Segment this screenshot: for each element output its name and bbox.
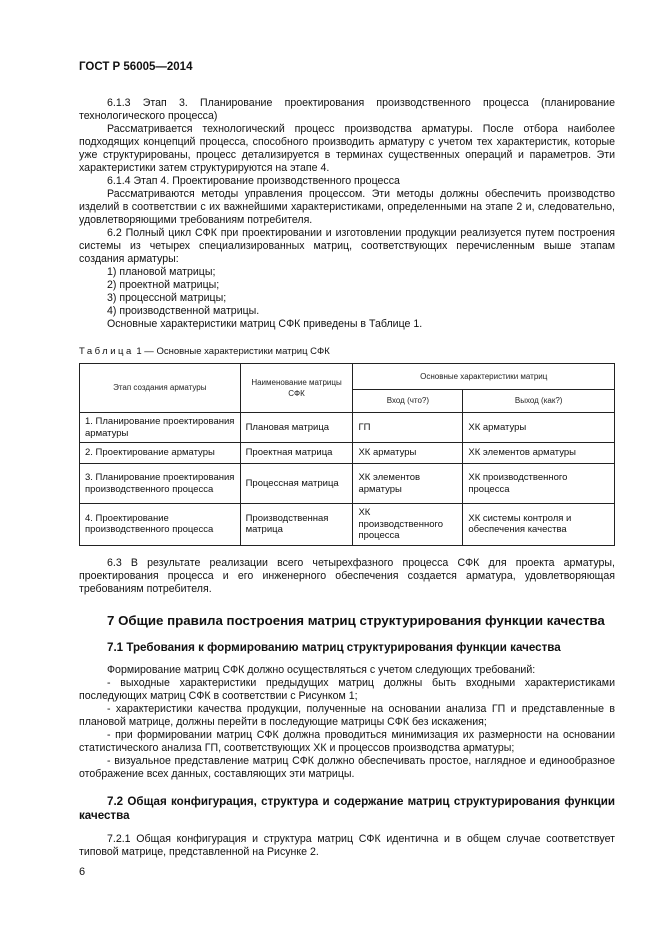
cell-matrix-name: Производственная матрица [240,504,353,546]
section-7-2-title: 7.2 Общая конфигурация, структура и содержание матриц структурирования функции качества [79,794,615,822]
list-item: 1) плановой матрицы; [107,266,216,278]
table-row [80,504,615,546]
list-item: 2) проектной матрицы; [107,279,220,291]
list-item: - при формировании матриц СФК должна проводиться минимизация их размерности на основании статистического анализа ГП, соответствующих ХК и процессов производства арматуры; [79,728,615,754]
paragraph-7-2-1: 7.2.1 Общая конфигурация и структура матриц СФК идентична и в общем случае соответствует типовой матрице, представленной на Рисунке 2. [79,832,615,858]
header-characteristics: Основные характеристики матриц [353,364,615,390]
cell-matrix-name: Проектная матрица [240,443,353,464]
document-header: ГОСТ Р 56005—2014 [79,61,193,73]
section-7-1-title: 7.1 Требования к формированию матриц структурирования функции качества [107,640,561,654]
cell-output: ХК элементов арматуры [463,443,615,464]
characteristics-table [79,363,615,546]
cell-output: ХК арматуры [463,413,615,443]
list-item: - визуальное представление матриц СФК должно обеспечивать простое, наглядное и единообразное отображение всех данных, составляющих эти матрицы. [79,754,615,780]
cell-output: ХК системы контроля и обеспечения качества [463,504,615,546]
cell-matrix-name: Процессная матрица [240,464,353,504]
list-item: - характеристики качества продукции, полученные на основании анализа ГП и представленные в плановой матрице, должны перейти в последующие матрицы СФК без искажения; [79,702,615,728]
table-caption-text: 1 — Основные характеристики матриц СФК [133,346,330,357]
list-item: - выходные характеристики предыдущих матриц должны быть входными характеристиками последующих матриц СФК в соответствии с Рисунком 1; [79,676,615,702]
table-row [80,464,615,504]
table-row [80,443,615,464]
section-7-title: 7 Общие правила построения матриц структурирования функции качества [107,612,605,628]
cell-input: ХК арматуры [353,443,463,464]
document-body [79,97,615,859]
cell-stage: 1. Планирование проектирования арматуры [80,413,241,443]
page-number: 6 [79,866,86,878]
paragraph-6-1-3: 6.1.3 Этап 3. Планирование проектирования производственного процесса (планирование технологического процесса) [79,97,615,122]
list-item: 3) процессной матрицы; [107,292,227,304]
cell-input: ХК производственного процесса [353,504,463,546]
paragraph-7-1-intro: Формирование матриц СФК должно осуществляться с учетом следующих требований: [107,663,536,676]
cell-matrix-name: Плановая матрица [240,413,353,443]
header-output: Выход (как?) [463,390,615,413]
cell-stage: 2. Проектирование арматуры [80,443,241,464]
paragraph-6-2: 6.2 Полный цикл СФК при проектировании и изготовлении продукции реализуется путем построения системы из четырех специализированных матриц, соответствующих перечисленным выше этапам создания арматуры: [79,227,615,265]
cell-output: ХК производственного процесса [463,464,615,504]
cell-input: ГП [353,413,463,443]
cell-stage: 3. Планирование проектирования производственного процесса [80,464,241,504]
table-row [80,413,615,443]
paragraph-6-3: 6.3 В результате реализации всего четырехфазного процесса СФК для проекта арматуры, проектирования процесса и его инженерного обеспечения создается арматура, удовлетворяющая требованиям потребителя. [79,556,615,595]
table-caption [79,345,615,358]
paragraph-table-reference: Основные характеристики матриц СФК приведены в Таблице 1. [107,318,423,330]
paragraph-stage3-desc: Рассматривается технологический процесс производства арматуры. После отбора наиболее подходящих концепций процесса, способного производить арматуру с учетом тех характеристик, которые уже структурированы, процесс детализируется в терминах существенных операций и параметров. Эти характеристики затем структурируются на этапе 4. [79,123,615,174]
paragraph-6-1-4: 6.1.4 Этап 4. Проектирование производственного процесса [107,175,400,187]
cell-stage: 4. Проектирование производственного процесса [80,504,241,546]
header-matrix-name: Наименование матрицы СФК [240,364,353,413]
table-caption-word: Таблица [79,346,134,357]
header-input: Вход (что?) [353,390,463,413]
header-stage: Этап создания арматуры [80,364,241,413]
list-item: 4) производственной матрицы. [107,305,260,317]
paragraph-stage4-desc: Рассматриваются методы управления процессом. Эти методы должны обеспечить производство изделий в соответствии с их важнейшими характеристиками, определенными на этапе 2 и, следовательно, удовлетворяющими требованиям потребителя. [79,188,615,226]
cell-input: ХК элементов арматуры [353,464,463,504]
